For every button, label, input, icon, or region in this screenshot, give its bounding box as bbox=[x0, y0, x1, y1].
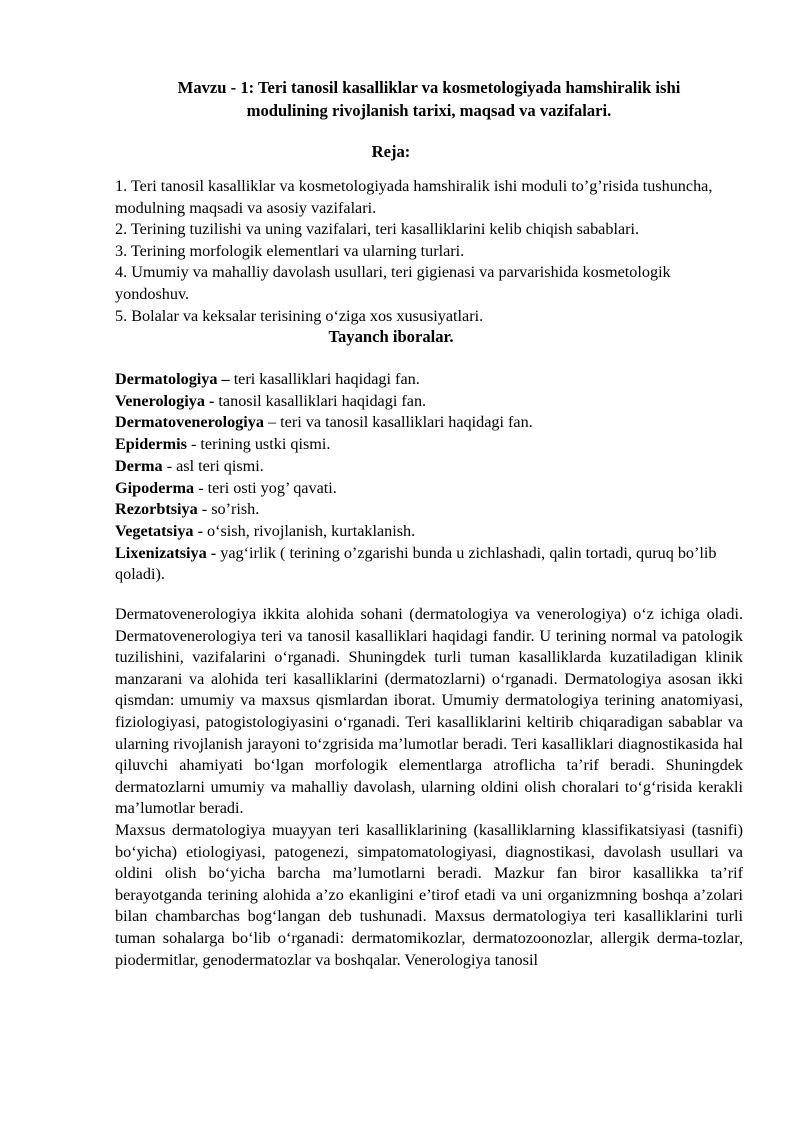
keywords-list bbox=[115, 369, 743, 586]
keyword-term: Gipoderma bbox=[115, 478, 195, 497]
plan-item: 5. Bolalar va keksalar terisining o‘ziga xos xususiyatlari. bbox=[115, 306, 484, 325]
keyword-term: Derma bbox=[115, 456, 163, 475]
plan-item: 3. Terining morfologik elementlari va ularning turlari. bbox=[115, 241, 465, 260]
keyword-entry bbox=[115, 499, 743, 521]
title-line-1: Mavzu - 1: Teri tanosil kasalliklar va kosmetologiyada hamshiralik ishi bbox=[177, 78, 681, 97]
plan-item: 2. Terining tuzilishi va uning vazifalari, teri kasalliklarini kelib chiqish sabablari. bbox=[115, 220, 640, 239]
keyword-term: Dermatologiya – bbox=[115, 370, 230, 388]
plan-item: 4. Umumiy va mahalliy davolash usullari, teri gigienasi va parvarishida kosmetologik yondoshuv. bbox=[115, 263, 671, 303]
body-paragraph: Dermatovenerologiya ikkita alohida sohani (dermatologiya va venerologiya) o‘z ichiga oladi. Dermatovenerologiya teri va tanosil kasalliklari haqidagi fandir. U terining normal va patologik tuzilishini, vazifalarini o‘rganadi. Shuningdek turli tuman kasalliklarda kuzatiladigan klinik manzarani va alohida teri kasalliklarini (dermatozlarni) o‘rganadi. Dermatologiya asosan ikki qismdan: umumiy va maxsus qismlardan iborat. Umumiy dermatologiya terining anatomiyasi, fiziologiyasi, patogistologiyasini o‘rganadi. Teri kasalliklarini keltirib chiqaradigan sabablar va ularning rivojlanish jarayoni to‘zgrisida ma’lumotlar beradi. Teri kasalliklari diagnostikasida hal qiluvchi ahamiyati bo‘lgan morfologik elementlarga atroflicha ta’rif beradi. Shuningdek dermatozlarni umumiy va mahalliy davolash, ularning oldini olish choralari to‘g‘risida kerakli ma’lumotlar beradi. bbox=[115, 605, 743, 818]
keyword-definition: - terining ustki qismi. bbox=[186, 435, 331, 454]
keyword-entry bbox=[115, 369, 743, 391]
keywords-heading: Tayanch iboralar. bbox=[328, 327, 454, 346]
keyword-term: Epidermis bbox=[115, 435, 187, 454]
keyword-definition: teri kasalliklari haqidagi fan. bbox=[229, 370, 420, 388]
keyword-term: Dermatovenerologiya bbox=[115, 413, 264, 432]
plan-heading: Reja: bbox=[371, 142, 411, 161]
plan-item: 1. Teri tanosil kasalliklar va kosmetologiyada hamshiralik ishi moduli to’g’risida tushuncha, modulning maqsadi va asosiy vazifalari. bbox=[115, 177, 713, 217]
keyword-entry bbox=[115, 434, 743, 456]
keyword-term: Lixenizatsiya - bbox=[115, 543, 217, 562]
keyword-term: Vegetatsiya - bbox=[115, 521, 203, 540]
keyword-definition: yag‘irlik ( terining o’zgarishi bunda u zichlashadi, qalin tortadi, quruq bo’lib qoladi). bbox=[115, 543, 717, 584]
keyword-definition: - asl teri qismi. bbox=[162, 456, 264, 475]
keyword-entry bbox=[115, 391, 743, 413]
keyword-entry bbox=[115, 543, 743, 586]
keyword-definition: - so’rish. bbox=[197, 500, 260, 519]
keyword-entry bbox=[115, 478, 743, 500]
keyword-definition: - teri osti yog’ qavati. bbox=[194, 478, 337, 497]
keyword-definition: – teri va tanosil kasalliklari haqidagi fan. bbox=[263, 413, 533, 432]
keyword-entry bbox=[115, 412, 743, 434]
keyword-definition: o‘sish, rivojlanish, kurtaklanish. bbox=[202, 521, 416, 540]
body-text bbox=[115, 604, 743, 971]
keyword-entry bbox=[115, 456, 743, 478]
keyword-definition: tanosil kasalliklari haqidagi fan. bbox=[214, 391, 427, 410]
keyword-entry bbox=[115, 521, 743, 543]
plan-list bbox=[115, 176, 743, 327]
keyword-term: Rezorbtsiya bbox=[115, 500, 198, 519]
keyword-term: Venerologiya - bbox=[115, 391, 215, 410]
body-paragraph: Maxsus dermatologiya muayyan teri kasalliklarining (kasalliklarning klassifikatsiyasi (tasnifi) bo‘yicha) etiologiyasi, patogenezi, simpatomatologiyasi, diagnostikasi, davolash usullari va oldini olish bo‘yicha barcha ma’lumotlarni beradi. Mazkur fan biror kasallikka ta’rif berayotganda terining alohida a’zo ekanligini e’tirof etadi va uni organizmning boshqa a’zolari bilan chambarchas bog‘langan deb tushunadi. Maxsus dermatologiya teri kasalliklarini turli tuman sohalarga bo‘lib o‘rganadi: dermatomikozlar, dermatozoonozlar, allergik derma-tozlar, piodermitlar, genodermatozlar va boshqalar. Venerologiya tanosil bbox=[115, 820, 743, 969]
document-title bbox=[115, 76, 743, 122]
title-line-2: modulining rivojlanish tarixi, maqsad va vazifalari. bbox=[246, 101, 612, 120]
